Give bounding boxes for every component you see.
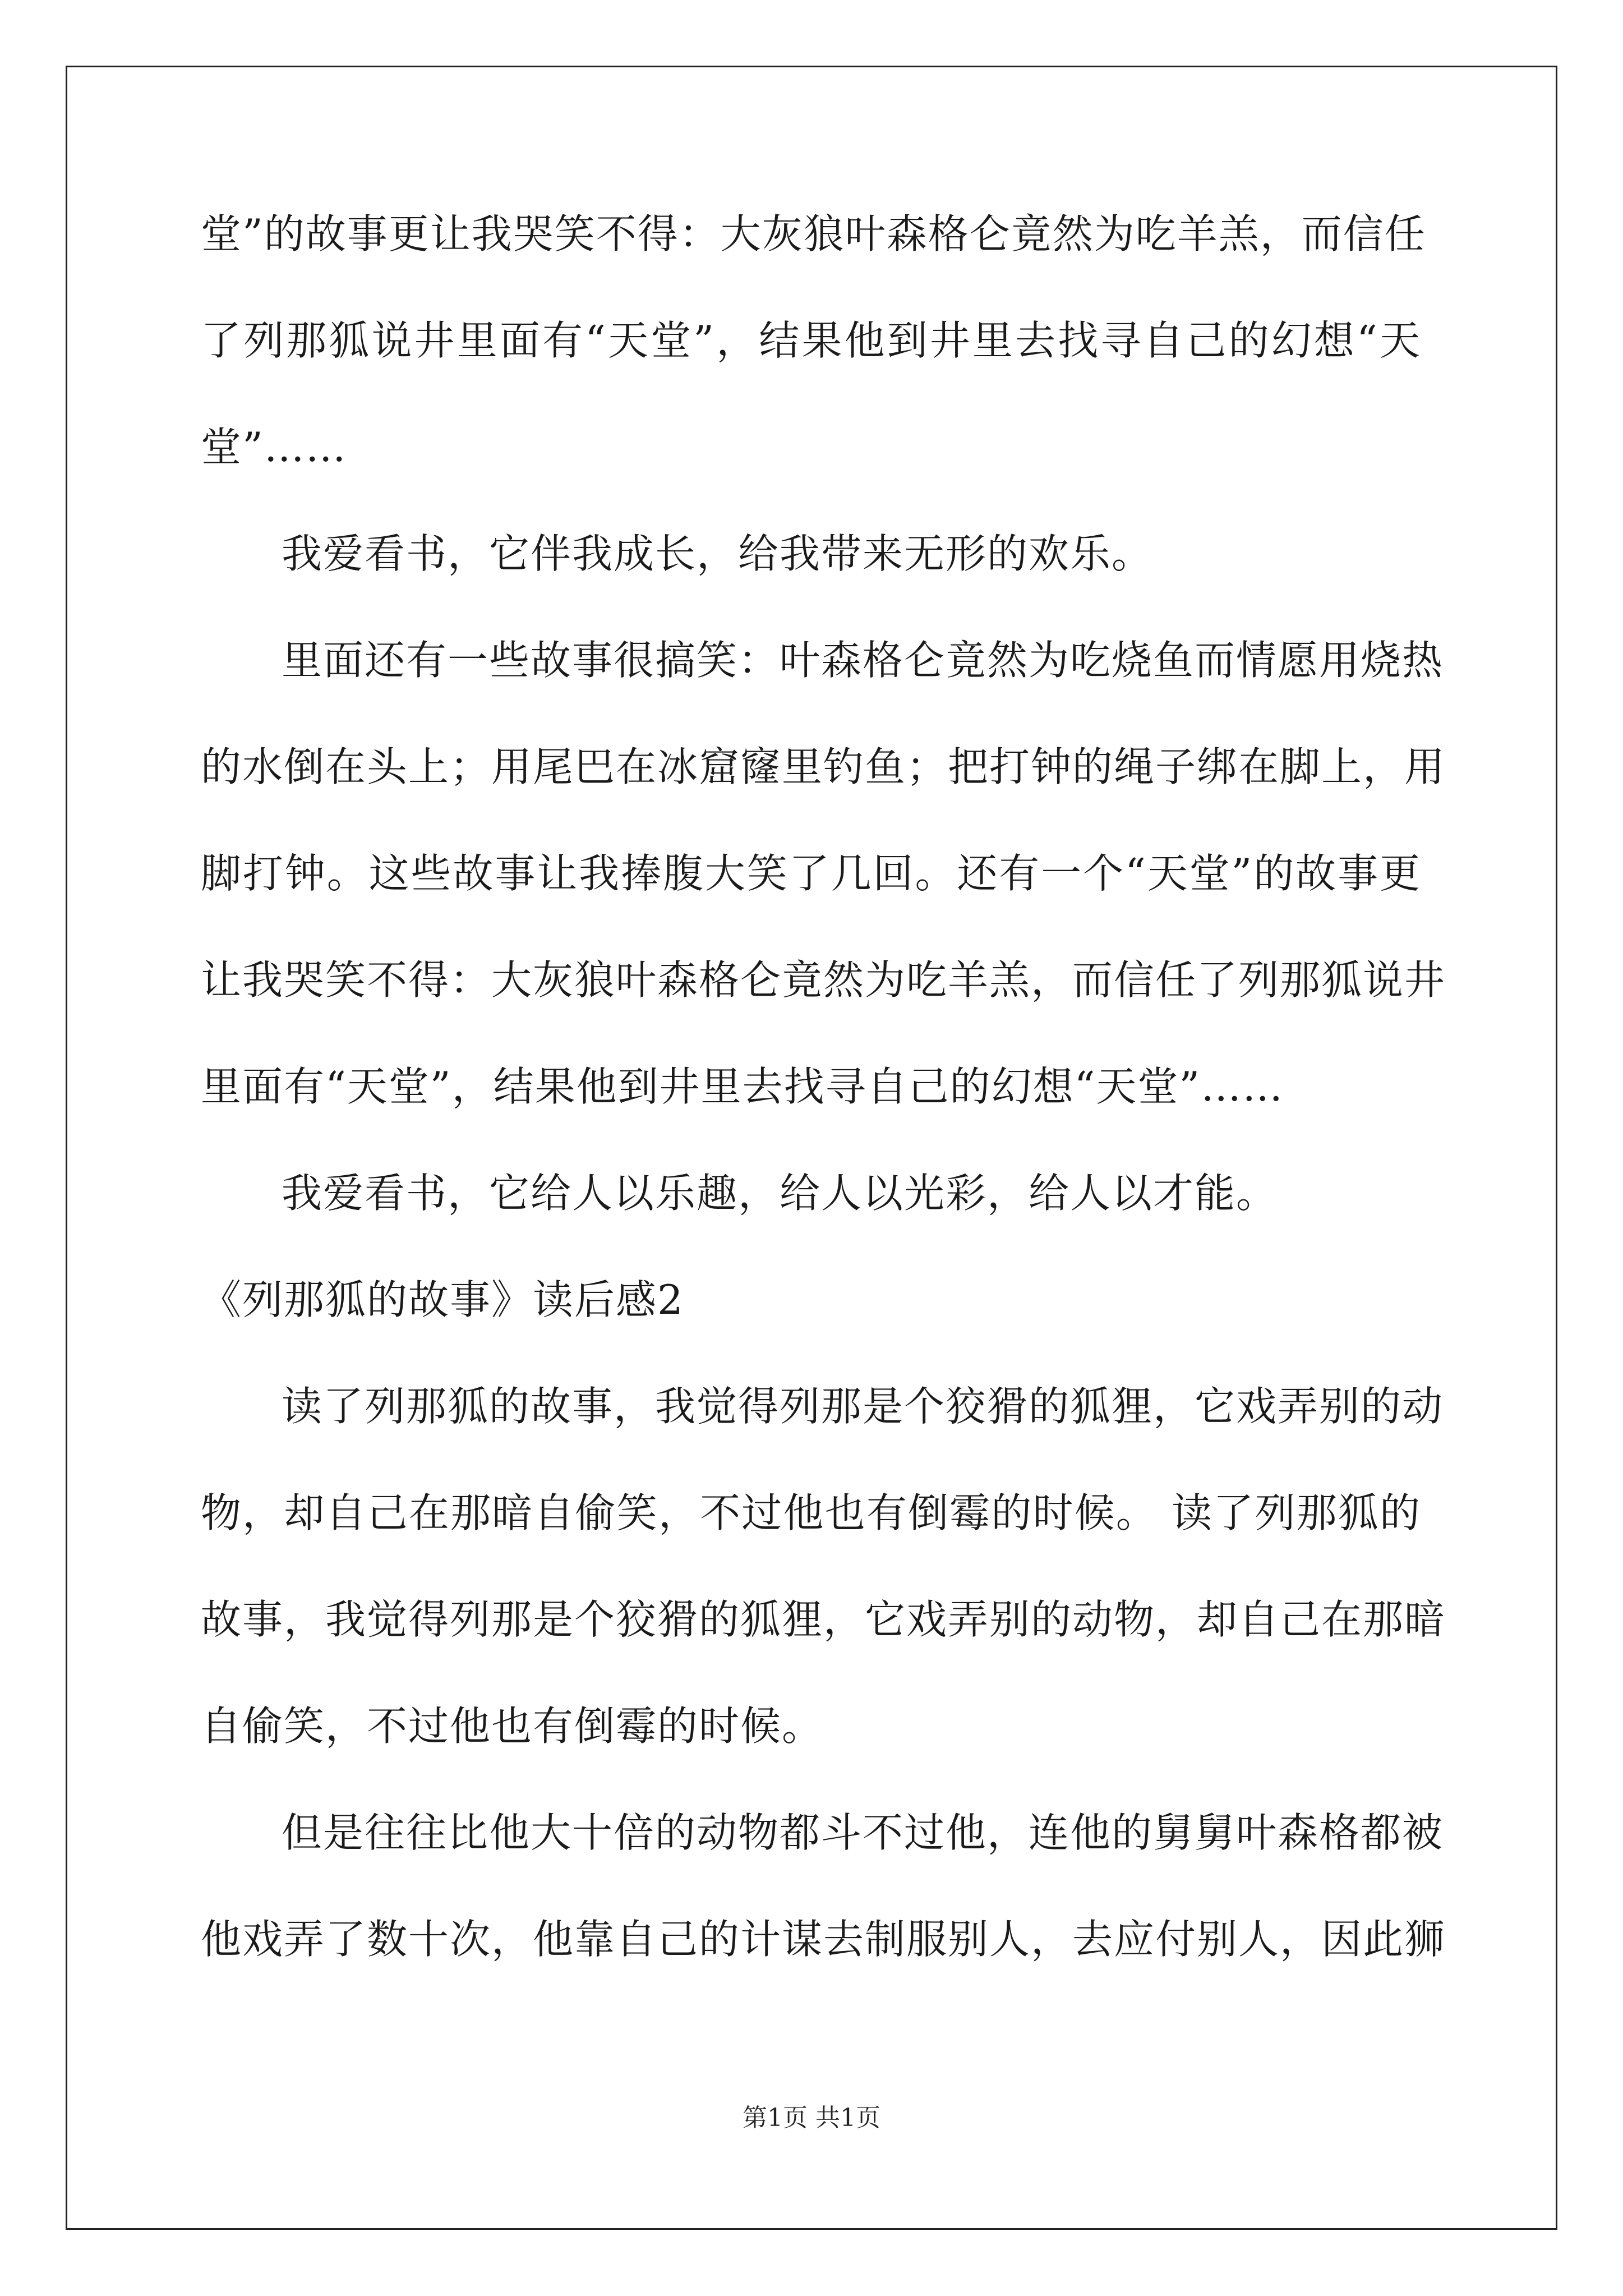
- text-line: 让我哭笑不得：大灰狼叶森格仑竟然为吃羊羔，而信任了列那狐说井: [201, 956, 1446, 1004]
- paragraph-line: 我爱看书，它伴我成长，给我带来无形的欢乐。: [282, 530, 1154, 577]
- text-line: 了列那狐说井里面有“天堂”，结果他到井里去找寻自己的幻想“天: [201, 317, 1421, 364]
- text-line: 的水倒在头上；用尾巴在冰窟窿里钓鱼；把打钟的绳子绑在脚上，用: [201, 743, 1446, 790]
- text-line: 自偷笑，不过他也有倒霉的时候。: [201, 1703, 824, 1750]
- paragraph-line: 读了列那狐的故事，我觉得列那是个狡猾的狐狸，它戏弄别的动: [282, 1383, 1444, 1430]
- text-line: 他戏弄了数十次，他靠自己的计谋去制服别人，去应付别人，因此狮: [201, 1916, 1446, 1963]
- text-line: 故事，我觉得列那是个狡猾的狐狸，它戏弄别的动物，却自己在那暗: [201, 1596, 1446, 1643]
- text-line: 里面有“天堂”，结果他到井里去找寻自己的幻想“天堂”……: [201, 1063, 1284, 1110]
- page-number-footer: 第1页 共1页: [743, 2104, 880, 2132]
- text-line: 堂”的故事更让我哭笑不得：大灰狼叶森格仑竟然为吃羊羔，而信任: [201, 210, 1426, 257]
- text-line: 物，却自己在那暗自偷笑，不过他也有倒霉的时候。 读了列那狐的: [201, 1489, 1421, 1536]
- text-line: 堂”……: [201, 424, 347, 471]
- paragraph-line: 但是往往比他大十倍的动物都斗不过他，连他的舅舅叶森格都被: [282, 1809, 1444, 1856]
- paragraph-line: 里面还有一些故事很搞笑：叶森格仑竟然为吃烧鱼而情愿用烧热: [282, 637, 1444, 684]
- paragraph-line: 我爱看书，它给人以乐趣，给人以光彩，给人以才能。: [282, 1170, 1278, 1217]
- text-line: 脚打钟。这些故事让我捧腹大笑了几回。还有一个“天堂”的故事更: [201, 850, 1421, 897]
- document-body: [201, 207, 1446, 2019]
- section-heading: 《列那狐的故事》读后感2: [201, 1276, 684, 1323]
